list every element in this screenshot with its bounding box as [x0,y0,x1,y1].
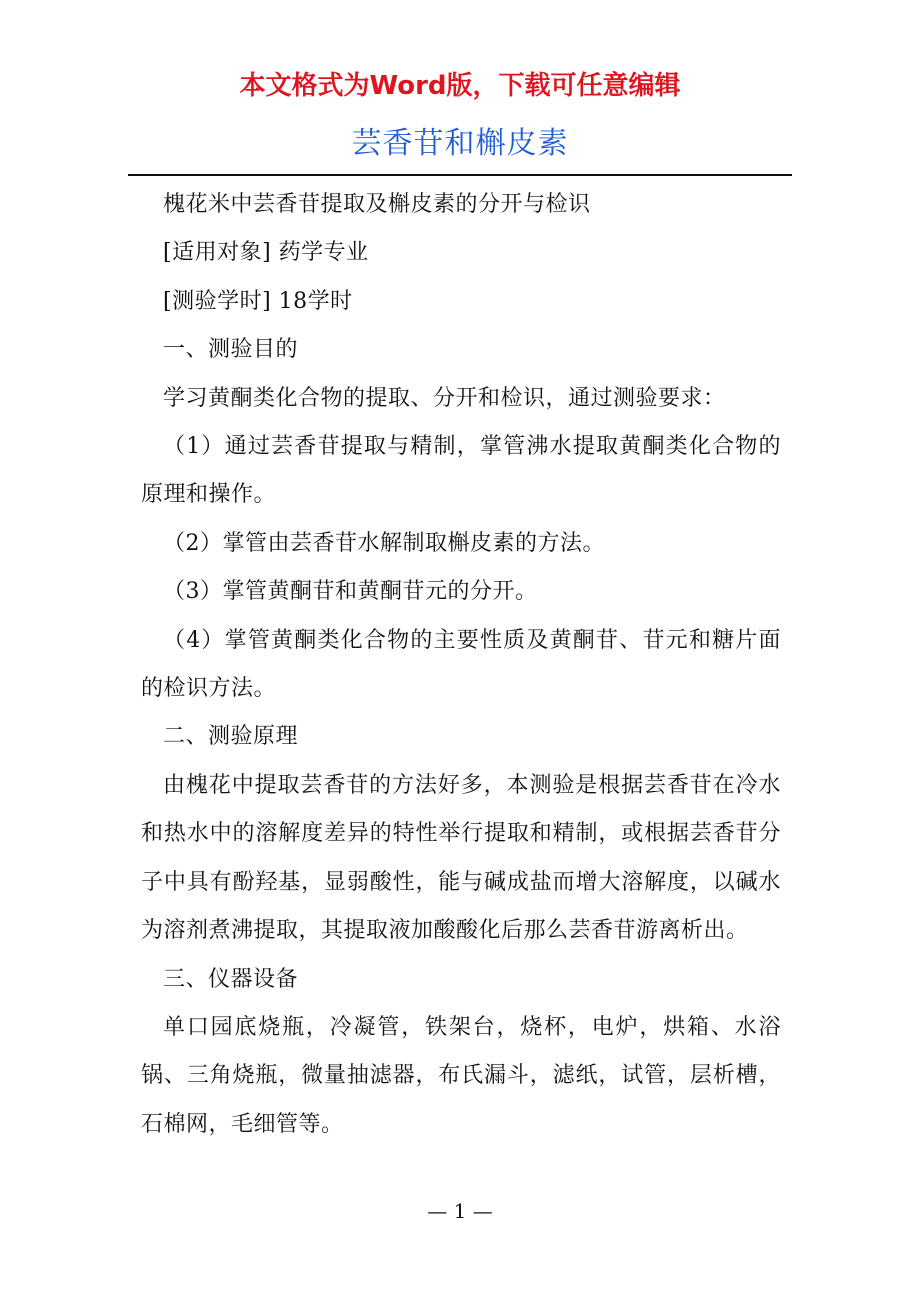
section-heading-principle: 二、测验原理 [163,724,299,750]
experiment-hours: [测验学时] 18学时 [163,288,353,314]
subtitle: 槐花米中芸香苷提取及槲皮素的分开与检识 [163,192,591,217]
title-divider [128,174,792,176]
section-heading-equipment: 三、仪器设备 [163,966,299,992]
document-title: 芸香苷和槲皮素 [351,126,569,161]
principle-paragraph: 由槐花中提取芸香苷的方法好多，本测验是根据芸香苷在冷水和热水中的溶解度差异的特性举行提取和精制，或根据芸香苷分子中具有酚羟基，显弱酸性，能与碱成盐而增大溶解度，以碱水为溶剂煮沸提取，其提取液加酸酸化后那么芸香苷游离析出。 [141,772,781,944]
section-heading-purpose: 一、测验目的 [163,337,299,363]
purpose-item-2: （2）掌管由芸香苷水解制取槲皮素的方法。 [163,530,605,556]
applicable-audience: [适用对象] 药学专业 [163,240,369,266]
download-notice: 本文格式为Word版，下载可任意编辑 [239,71,681,101]
document-body [141,181,781,1149]
purpose-item-1: （1）通过芸香苷提取与精制，掌管沸水提取黄酮类化合物的原理和操作。 [141,434,781,508]
page-number: — 1 — [427,1199,493,1223]
purpose-item-3: （3）掌管黄酮苷和黄酮苷元的分开。 [163,579,538,605]
equipment-paragraph: 单口园底烧瓶，冷凝管，铁架台，烧杯，电炉，烘箱、水浴锅、三角烧瓶，微量抽滤器，布氏漏斗，滤纸，试管，层析槽，石棉网，毛细管等。 [141,1014,781,1137]
purpose-item-4: （4）掌管黄酮类化合物的主要性质及黄酮苷、苷元和糖片面的检识方法。 [141,627,781,702]
purpose-intro: 学习黄酮类化合物的提取、分开和检识，通过测验要求： [163,385,726,411]
